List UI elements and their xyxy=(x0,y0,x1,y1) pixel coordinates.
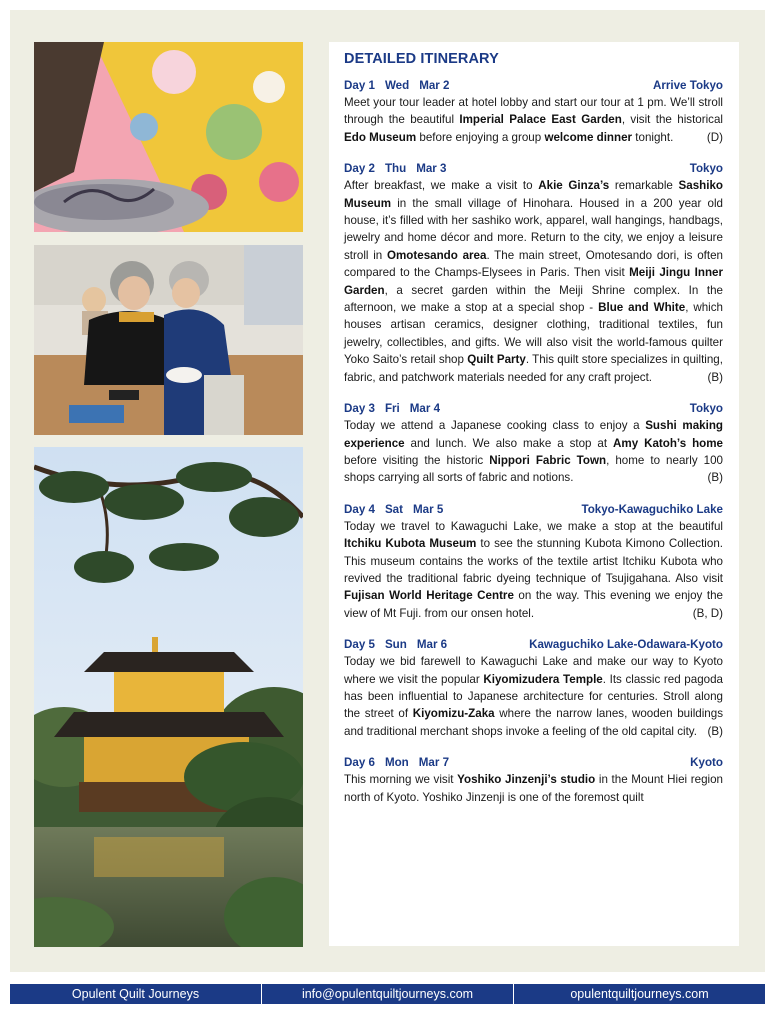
description-text: . The main street, Omotesando dori, is often compared to the Champs-Elysees in Paris. Then visit xyxy=(344,248,724,280)
highlight-text: Meiji Jingu Inner Garden xyxy=(344,266,723,297)
golden-pavilion-photo xyxy=(34,447,303,947)
meals-included: (B) xyxy=(707,370,723,384)
description-text: , visit the historical xyxy=(621,113,724,127)
itinerary-day xyxy=(344,754,723,806)
itinerary-panel xyxy=(329,42,739,946)
footer-email-link[interactable]: info@opulentquiltjourneys.com xyxy=(262,984,514,1004)
description-text: on the way. This evening we enjoy the view of Mt Fuji. from our onsen hotel. xyxy=(344,589,723,620)
description-text: in the Mount Hiei region north of Kyoto. Yoshiko Jinzenji is one of the foremost quilt xyxy=(344,773,723,804)
day-description xyxy=(344,177,723,386)
itinerary-day xyxy=(344,636,723,740)
day-description xyxy=(344,94,723,146)
description-text: and lunch. We also make a stop at xyxy=(404,436,614,450)
highlight-text: Yoshiko Jinzenji’s studio xyxy=(457,773,596,787)
description-text: , which houses artisan ceramics, designer clothing, traditional textiles, fun jewelry, collectibles, and gifts. We will also visit the world-famous quilter Yoko Saito’s retail shop xyxy=(344,301,723,367)
day-header xyxy=(344,754,723,771)
highlight-text: Blue and White xyxy=(598,301,686,315)
highlight-text: Sushi making experience xyxy=(344,419,723,450)
day-description xyxy=(344,771,723,806)
footer-website-link[interactable]: opulentquiltjourneys.com xyxy=(570,987,709,1001)
description-text: Meet your tour leader at hotel lobby and start our tour at 1 pm. We’ll stroll through the beautiful xyxy=(344,96,723,127)
highlight-text: Kiyomizu-Zaka xyxy=(412,707,495,721)
meals-included: (D) xyxy=(706,130,723,144)
day-day: Day 6 xyxy=(344,756,375,770)
highlight-text: Amy Katoh’s home xyxy=(613,436,723,450)
day-header xyxy=(344,77,723,94)
highlight-text: Nippori Fabric Town xyxy=(489,453,607,467)
day-description xyxy=(344,653,723,740)
day-day: Day 3 xyxy=(344,402,375,416)
day-weekday: Sun xyxy=(384,638,407,652)
description-text: . Its classic red pagoda has been influential to Japanese architecture for centuries. Stroll along the street of xyxy=(344,672,723,721)
day-location: Tokyo xyxy=(689,402,723,416)
day-location: Tokyo-Kawaguchiko Lake xyxy=(581,502,723,516)
description-text: remarkable xyxy=(609,179,679,193)
day-list xyxy=(344,77,723,806)
description-text: Today we travel to Kawaguchi Lake, we make a stop at the beautiful xyxy=(344,519,723,533)
itinerary-day xyxy=(344,77,723,146)
day-weekday: Thu xyxy=(384,162,407,176)
meals-included: (B) xyxy=(707,471,723,485)
day-description xyxy=(344,417,723,487)
footer-bar xyxy=(10,984,765,1004)
day-description xyxy=(344,518,723,622)
day-weekday: Fri xyxy=(384,402,400,416)
description-text: tonight. xyxy=(632,130,674,144)
itinerary-day xyxy=(344,400,723,487)
description-text: Today we attend a Japanese cooking class to enjoy a xyxy=(344,419,646,433)
highlight-text: welcome dinner xyxy=(544,130,633,144)
day-date: Mar 3 xyxy=(416,162,447,176)
highlight-text: Sashiko Museum xyxy=(344,179,723,210)
day-location: Tokyo xyxy=(689,162,723,176)
highlight-text: Quilt Party xyxy=(467,353,526,367)
description-text: , home to nearly 100 shops carrying all sorts of fabric and notions. xyxy=(344,453,723,485)
day-location: Arrive Tokyo xyxy=(652,79,723,92)
day-date: Mar 6 xyxy=(416,638,448,652)
day-location: Kawaguchiko Lake-Odawara-Kyoto xyxy=(529,638,723,652)
footer-company: Opulent Quilt Journeys xyxy=(10,984,262,1004)
day-date: Mar 4 xyxy=(409,402,441,416)
description-text: where the narrow lanes, wooden buildings and traditional merchant shops invoke a feeling of the old capital city. xyxy=(344,707,723,738)
day-day: Day 4 xyxy=(344,502,375,516)
day-day: Day 1 xyxy=(344,79,375,92)
day-weekday: Sat xyxy=(384,502,403,516)
highlight-text: Edo Museum xyxy=(344,130,417,144)
description-text: After breakfast, we make a visit to xyxy=(344,179,539,193)
day-weekday: Mon xyxy=(384,756,409,770)
highlight-text: Kiyomizudera Temple xyxy=(483,672,603,686)
day-date: Mar 2 xyxy=(419,79,450,92)
day-day: Day 5 xyxy=(344,638,375,652)
day-date: Mar 5 xyxy=(412,502,444,516)
day-header xyxy=(344,636,723,653)
itinerary-day xyxy=(344,501,723,622)
highlight-text: Itchiku Kubota Museum xyxy=(344,537,477,551)
description-text: to see the stunning Kubota Kimono Collection. This museum contains the works of the textile artist Itchiku Kubota who revived the traditional fabric dyeing technique of Tsujigahana. Also visit xyxy=(344,537,723,585)
day-location: Kyoto xyxy=(690,756,723,770)
day-header xyxy=(344,400,723,417)
quilters-workshop-photo xyxy=(34,245,303,435)
day-header xyxy=(344,501,723,518)
meals-included: (B, D) xyxy=(692,606,723,620)
meals-included: (B) xyxy=(707,724,723,738)
day-date: Mar 7 xyxy=(418,756,450,770)
description-text: in the small village of Hinohara. Housed in a 200 year old house, it’s filled with her sashiko work, apparel, wall hangings, handbags, jewelry and home décor and more. Return to the city, we enjoy a leisure stroll in xyxy=(344,196,723,262)
kimono-fabric-photo xyxy=(34,42,303,232)
description-text: This morning we visit xyxy=(344,773,458,787)
highlight-text: Omotesando area xyxy=(386,248,487,262)
day-weekday: Wed xyxy=(384,79,410,92)
day-header xyxy=(344,160,723,177)
description-text: , a secret garden within the Meiji Shrine complex. In the afternoon, we make a stop at a special shop - xyxy=(344,283,723,315)
itinerary-day xyxy=(344,160,723,386)
itinerary-title: DETAILED ITINERARY xyxy=(344,51,499,67)
highlight-text: Akie Ginza’s xyxy=(538,179,610,193)
highlight-text: Imperial Palace East Garden xyxy=(459,113,622,127)
highlight-text: Fujisan World Heritage Centre xyxy=(344,589,514,603)
description-text: Today we bid farewell to Kawaguchi Lake and make our way to Kyoto where we visit the popular xyxy=(344,655,723,686)
day-day: Day 2 xyxy=(344,162,375,176)
description-text: before enjoying a group xyxy=(416,130,545,144)
description-text: . This quilt store specializes in quilting, fabric, and patchwork materials needed for any craft project. xyxy=(344,353,723,384)
description-text: before visiting the historic xyxy=(344,453,490,467)
